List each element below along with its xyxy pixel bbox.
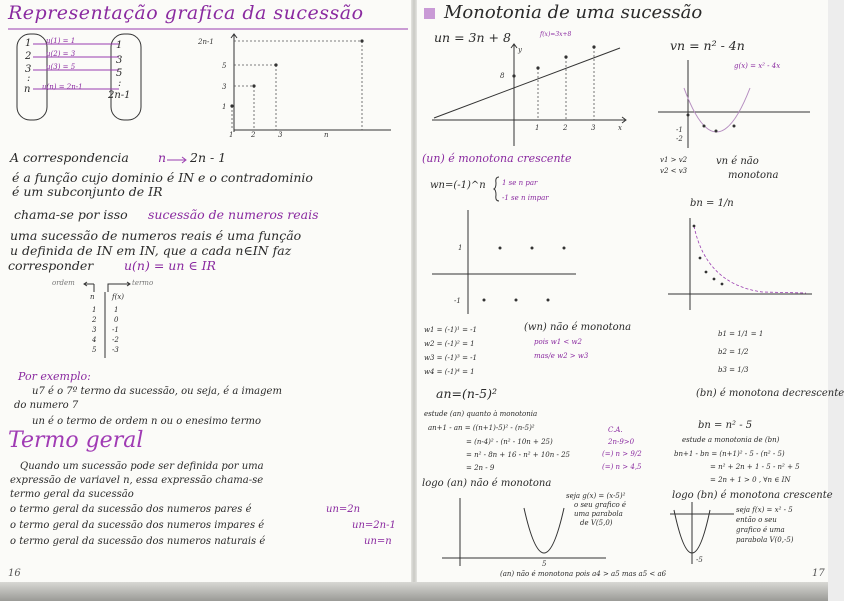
estude-an: estude (an) quanto à monotonia xyxy=(424,410,538,418)
pair-n: u(n) = 2n-1 xyxy=(42,83,83,91)
estude-bn: estude a monotonia de (bn) xyxy=(682,436,780,444)
an-step-1: an+1 - an = ((n+1)-5)² - (n-5)² xyxy=(428,424,535,432)
line-correspondencia-n: n xyxy=(158,150,167,165)
ca-line-1: 2n-9>0 xyxy=(608,438,635,446)
un-xlabel-1: 1 xyxy=(535,124,540,132)
wn-ylabel-neg1: -1 xyxy=(454,297,461,305)
w-value-3: w3 = (-1)³ = -1 xyxy=(424,354,477,362)
vn-definition: vn = n² - 4n xyxy=(670,38,745,53)
an-parabola-x5: 5 xyxy=(542,560,547,568)
line-corresponder: corresponder xyxy=(8,258,94,273)
wn-case-1: 1 se n par xyxy=(502,179,538,187)
wn-mas: mas/e w2 > w3 xyxy=(534,352,589,360)
vn-nao-2: monotona xyxy=(728,170,779,181)
table-n-4: 4 xyxy=(92,336,97,344)
table-termo-label: termo xyxy=(132,279,154,287)
wn-ylabel-1: 1 xyxy=(458,244,463,252)
an-definition: an=(n-5)² xyxy=(436,386,497,401)
un-xlabel-2: 2 xyxy=(563,124,568,132)
wn-definition: wn=(-1)^n xyxy=(430,180,486,191)
table-n-5: 5 xyxy=(92,346,97,354)
ca-line-2: (=) n > 9/2 xyxy=(602,450,642,458)
tg-bullet-3-formula: un=n xyxy=(364,536,392,547)
line-sucessao-reais: sucessão de numeros reais xyxy=(148,207,319,222)
vn-function: g(x) = x² - 4x xyxy=(734,62,781,70)
page-number-left: 16 xyxy=(8,568,21,579)
title-square-icon xyxy=(424,8,435,19)
example-1b: do numero 7 xyxy=(14,400,79,411)
seja-g-4: de V(5,0) xyxy=(580,519,613,527)
table-f-1: 1 xyxy=(114,306,119,314)
wn-graph xyxy=(430,208,580,316)
w-value-2: w2 = (-1)² = 1 xyxy=(424,340,475,348)
tg-bullet-1: o termo geral da sucessão dos numeros pares é xyxy=(10,504,252,515)
line-uma-sucessao: uma sucessão de numeros reais é uma função xyxy=(10,228,302,243)
vn-ylabel-2: -2 xyxy=(676,135,683,143)
vn-nao-1: vn é não xyxy=(716,156,759,167)
logo-bn: logo (bn) é monotona crescente xyxy=(672,490,833,501)
table-divider xyxy=(104,292,106,360)
wn-nao-monotona: (wn) não é monotona xyxy=(524,322,632,333)
vn-graph xyxy=(654,58,814,150)
line-definida: u definida de IN em IN, que a cada n∈IN faz xyxy=(10,243,292,258)
tg-line-3: termo geral da sucessão xyxy=(10,489,134,500)
bn-decrescente: (bn) é monotona decrescente xyxy=(696,388,844,399)
un-crescente: (un) é monotona crescente xyxy=(422,152,572,165)
bn-step-3: = 2n + 1 > 0 , ∀n ∈ IN xyxy=(710,476,791,484)
tg-line-1: Quando um sucessão pode ser definida por uma xyxy=(20,461,264,472)
image-dots: : xyxy=(118,78,122,89)
mapping-shapes xyxy=(15,32,145,124)
un-function: f(x)=3x+8 xyxy=(540,31,572,38)
v-relation-2: v2 < v3 xyxy=(660,167,688,175)
bn-step-1: bn+1 - bn = (n+1)² - 5 - (n² - 5) xyxy=(674,450,785,458)
w-value-4: w4 = (-1)⁴ = 1 xyxy=(424,368,475,376)
tg-bullet-3: o termo geral da sucessão dos numeros naturais é xyxy=(10,536,266,547)
v-relation-1: v1 > v2 xyxy=(660,156,688,164)
image-1: 1 xyxy=(116,40,123,51)
ca-line-3: (=) n > 4,5 xyxy=(602,463,642,471)
domain-1: 1 xyxy=(25,38,32,49)
logo-an: logo (an) não é monotona xyxy=(422,478,552,489)
tg-bullet-2: o termo geral da sucessão dos numeros impares é xyxy=(10,520,265,531)
table-n-2: 2 xyxy=(92,316,97,324)
an-parabola-graph xyxy=(440,494,610,570)
right-title: Monotonia de uma sucessão xyxy=(444,2,703,23)
b-value-1: b1 = 1/1 = 1 xyxy=(718,330,764,338)
bn-parabola-y-5: -5 xyxy=(696,556,703,564)
page-right xyxy=(416,0,844,582)
left-title: Representação grafica da sucessão xyxy=(8,2,364,24)
table-f-3: -1 xyxy=(112,326,119,334)
seja-f-4: parabola V(0,-5) xyxy=(736,536,794,544)
tg-line-2: expressão de variavel n, essa expressão chama-se xyxy=(10,475,264,486)
line-correspondencia: A correspondencia xyxy=(10,150,129,165)
un-definition: un = 3n + 8 xyxy=(434,30,511,45)
an-final-note: (an) não é monotona pois a4 > a5 mas a5 < a6 xyxy=(500,570,667,578)
g1-ylabel-1: 1 xyxy=(222,103,227,111)
line-correspondencia-2n1: 2n - 1 xyxy=(190,150,227,165)
g1-xlabel-1: 1 xyxy=(229,131,234,139)
wn-brace xyxy=(494,176,500,202)
seja-f-1: seja f(x) = x² - 5 xyxy=(736,506,793,514)
seja-g-2: o seu grafico é xyxy=(574,501,627,509)
g1-xlabel-n: n xyxy=(324,131,329,139)
sequence-graph xyxy=(196,30,396,138)
domain-n: n xyxy=(24,84,31,95)
page-left xyxy=(0,0,412,582)
un-graph xyxy=(430,40,630,148)
line-subconjunto: é um subconjunto de IR xyxy=(12,184,163,199)
table-ordem-label: ordem xyxy=(52,279,75,287)
g1-ylabel-5: 5 xyxy=(222,62,227,70)
wn-case-2: -1 se n impar xyxy=(502,194,549,202)
vn-ylabel-1: -1 xyxy=(676,126,683,134)
an-step-4: = 2n - 9 xyxy=(466,464,495,472)
line-un: u(n) = un ∈ IR xyxy=(124,258,216,273)
scan-bottom-edge xyxy=(0,582,828,601)
seja-f-2: então o seu xyxy=(736,516,777,524)
ca-label: C.A. xyxy=(608,426,623,434)
an-step-2: = (n-4)² - (n² - 10n + 25) xyxy=(466,438,553,446)
line-funcao: é a função cujo dominio é IN e o contradominio xyxy=(12,170,313,185)
un-xlabel-3: 3 xyxy=(591,124,596,132)
table-f-4: -2 xyxy=(112,336,119,344)
pair-1: u(1) = 1 xyxy=(46,37,76,45)
table-f-2: 0 xyxy=(114,316,119,324)
table-f-5: -3 xyxy=(112,346,119,354)
image-3: 3 xyxy=(116,55,123,66)
table-n-3: 3 xyxy=(92,326,97,334)
line-chama-se: chama-se por isso xyxy=(14,207,128,222)
termo-geral-heading: Termo geral xyxy=(8,428,144,453)
example-1a: u7 é o 7º termo da sucessão, ou seja, é a imagem xyxy=(32,386,282,397)
table-header-fx: f(x) xyxy=(112,293,125,301)
tg-bullet-1-formula: un=2n xyxy=(326,504,361,515)
wn-pois: pois w1 < w2 xyxy=(534,338,582,346)
table-header-n: n xyxy=(90,293,95,301)
bn2-definition: bn = n² - 5 xyxy=(698,420,753,431)
b-value-3: b3 = 1/3 xyxy=(718,366,749,374)
image-2n-1: 2n-1 xyxy=(108,90,131,101)
an-step-3: = n² - 8n + 16 - n² + 10n - 25 xyxy=(466,451,570,459)
example-2: un é o termo de ordem n ou o enesimo termo xyxy=(32,416,261,427)
g1-ylabel-2n-1: 2n-1 xyxy=(198,38,214,46)
image-5: 5 xyxy=(116,68,123,79)
un-axis-x: x xyxy=(618,124,622,132)
bn-step-2: = n² + 2n + 1 - 5 - n² + 5 xyxy=(710,463,800,471)
bn-definition: bn = 1/n xyxy=(690,198,734,209)
bn-parabola-graph xyxy=(668,500,738,566)
pair-3: u(3) = 5 xyxy=(46,63,76,71)
por-exemplo: Por exemplo: xyxy=(18,370,91,383)
domain-3: 3 xyxy=(25,64,32,75)
g1-ylabel-3: 3 xyxy=(222,83,227,91)
seja-f-3: grafico é uma xyxy=(736,526,785,534)
g1-xlabel-3: 3 xyxy=(278,131,283,139)
seja-g-3: uma parabola xyxy=(574,510,623,518)
domain-dots: : xyxy=(27,73,31,84)
un-axis-y: y xyxy=(518,46,522,54)
seja-g-1: seja g(x) = (x-5)² xyxy=(566,492,626,500)
b-value-2: b2 = 1/2 xyxy=(718,348,749,356)
page-number-right: 17 xyxy=(812,568,825,579)
maps-to-arrow xyxy=(167,156,189,164)
pair-2: u(2) = 3 xyxy=(46,50,76,58)
bn-graph xyxy=(666,214,816,314)
un-ylabel-8: 8 xyxy=(500,72,505,80)
w-value-1: w1 = (-1)¹ = -1 xyxy=(424,326,477,334)
table-n-1: 1 xyxy=(92,306,97,314)
domain-2: 2 xyxy=(25,51,32,62)
g1-xlabel-2: 2 xyxy=(251,131,256,139)
tg-bullet-2-formula: un=2n-1 xyxy=(352,520,396,531)
